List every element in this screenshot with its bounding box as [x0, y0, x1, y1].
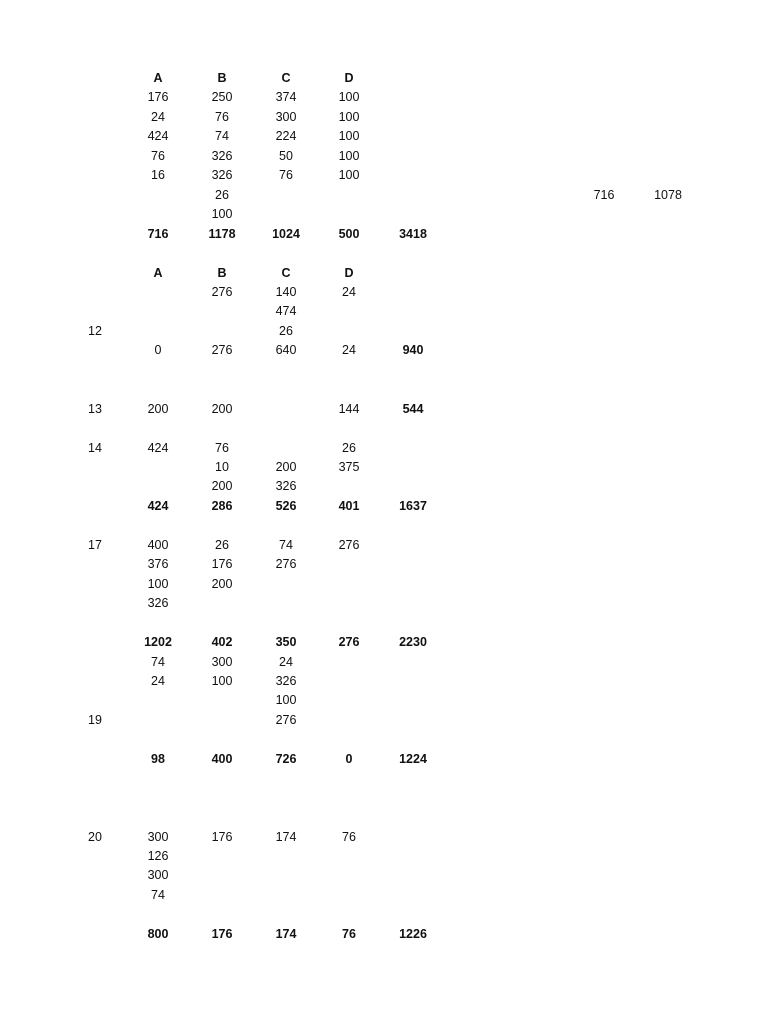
table-cell: 276	[211, 343, 233, 358]
table-cell: 402	[211, 635, 233, 650]
table-cell: 1202	[144, 635, 172, 650]
table-cell: 276	[338, 635, 360, 650]
table-cell: 940	[402, 343, 424, 358]
table-cell: 276	[338, 537, 360, 552]
table-cell: 1226	[399, 926, 427, 941]
table-cell: 26	[279, 323, 293, 338]
table-cell: 250	[211, 90, 233, 105]
row-label: 12	[88, 323, 102, 338]
table-cell: 24	[151, 673, 165, 688]
table-cell: 200	[211, 401, 233, 416]
table-cell: 1637	[399, 498, 427, 513]
table-cell: 200	[211, 576, 233, 591]
table-cell: 300	[275, 109, 297, 124]
table-cell: 74	[151, 887, 165, 902]
table-cell: 76	[151, 148, 165, 163]
table-cell: 350	[275, 635, 297, 650]
table-cell: 424	[147, 498, 169, 513]
table-cell: 326	[275, 479, 297, 494]
table-cell: 76	[342, 829, 356, 844]
table-cell: 50	[279, 148, 293, 163]
table-cell: 1024	[272, 226, 300, 241]
row-label: 20	[88, 829, 102, 844]
table-cell: 1224	[399, 751, 427, 766]
table-cell: 326	[211, 168, 233, 183]
table-cell: 26	[215, 537, 229, 552]
table-cell: 74	[215, 129, 229, 144]
table-cell: 374	[275, 90, 297, 105]
table-cell: 1178	[208, 226, 236, 241]
table-cell: 526	[275, 498, 297, 513]
table-cell: 26	[215, 187, 229, 202]
table-cell: 76	[215, 440, 229, 455]
table-cell: 726	[275, 751, 297, 766]
table-cell: 3418	[399, 226, 427, 241]
table-cell: 176	[211, 829, 233, 844]
table-cell: 176	[147, 90, 169, 105]
table-cell: 326	[211, 148, 233, 163]
row-label: 14	[88, 440, 102, 455]
table-cell: 1078	[654, 187, 682, 202]
table-cell: 24	[279, 654, 293, 669]
table-cell: 24	[342, 343, 356, 358]
table-cell: 176	[211, 557, 233, 572]
table-cell: 2230	[399, 635, 427, 650]
table-cell: 276	[211, 284, 233, 299]
table-cell: C	[281, 71, 291, 85]
table-cell: 800	[147, 926, 169, 941]
table-cell: 74	[279, 537, 293, 552]
table-cell: 224	[275, 129, 297, 144]
table-cell: 400	[147, 537, 169, 552]
table-cell: 424	[147, 440, 169, 455]
table-cell: 376	[147, 557, 169, 572]
table-cell: 401	[338, 498, 360, 513]
table-cell: 276	[275, 712, 297, 727]
table-cell: 76	[342, 926, 356, 941]
table-cell: C	[281, 265, 291, 280]
table-cell: 100	[338, 168, 360, 183]
table-cell: 300	[147, 829, 169, 844]
table-cell: 326	[147, 596, 169, 611]
table-cell: 326	[275, 673, 297, 688]
table-cell: 544	[402, 401, 424, 416]
table-cell: 200	[147, 401, 169, 416]
table-cell: 375	[338, 460, 360, 474]
table-cell: 26	[342, 440, 356, 455]
row-label: 19	[88, 712, 102, 727]
table-cell: 400	[211, 751, 233, 766]
table-cell: B	[217, 71, 227, 85]
table-cell: 276	[275, 557, 297, 572]
table-cell: 174	[275, 829, 297, 844]
table-cell: 140	[275, 284, 297, 299]
table-cell: 24	[151, 109, 165, 124]
table-cell: 74	[151, 654, 165, 669]
table-cell: 100	[338, 129, 360, 144]
table-cell: A	[153, 265, 163, 280]
table-cell: 24	[342, 284, 356, 299]
table-cell: 500	[338, 226, 360, 241]
table-cell: 286	[211, 498, 233, 513]
table-cell: 10	[215, 460, 229, 474]
table-cell: 98	[151, 751, 165, 766]
table-cell: A	[153, 71, 163, 85]
table-cell: 76	[215, 109, 229, 124]
table-cell: 0	[154, 343, 162, 358]
table-cell: 300	[211, 654, 233, 669]
table-cell: 100	[211, 673, 233, 688]
table-cell: D	[344, 265, 354, 280]
table-cell: 16	[151, 168, 165, 183]
row-label: 13	[88, 401, 102, 416]
table-cell: 300	[147, 868, 169, 883]
table-cell: 716	[593, 187, 615, 202]
table-cell: 424	[147, 129, 169, 144]
table-cell: 126	[147, 849, 169, 863]
table-cell: B	[217, 265, 227, 280]
table-cell: 176	[211, 926, 233, 941]
table-cell: 100	[338, 148, 360, 163]
table-cell: 100	[211, 207, 233, 222]
table-cell: 76	[279, 168, 293, 183]
table-cell: 200	[211, 479, 233, 494]
row-label: 17	[88, 537, 102, 552]
table-cell: 0	[345, 751, 353, 766]
table-cell: 100	[338, 109, 360, 124]
table-cell: 640	[275, 343, 297, 358]
table-cell: D	[344, 71, 354, 85]
table-cell: 100	[275, 693, 297, 708]
table-cell: 200	[275, 460, 297, 474]
table-cell: 716	[147, 226, 169, 241]
table-cell: 474	[275, 304, 297, 319]
table-cell: 100	[147, 576, 169, 591]
table-cell: 174	[275, 926, 297, 941]
table-cell: 100	[338, 90, 360, 105]
table-cell: 144	[338, 401, 360, 416]
